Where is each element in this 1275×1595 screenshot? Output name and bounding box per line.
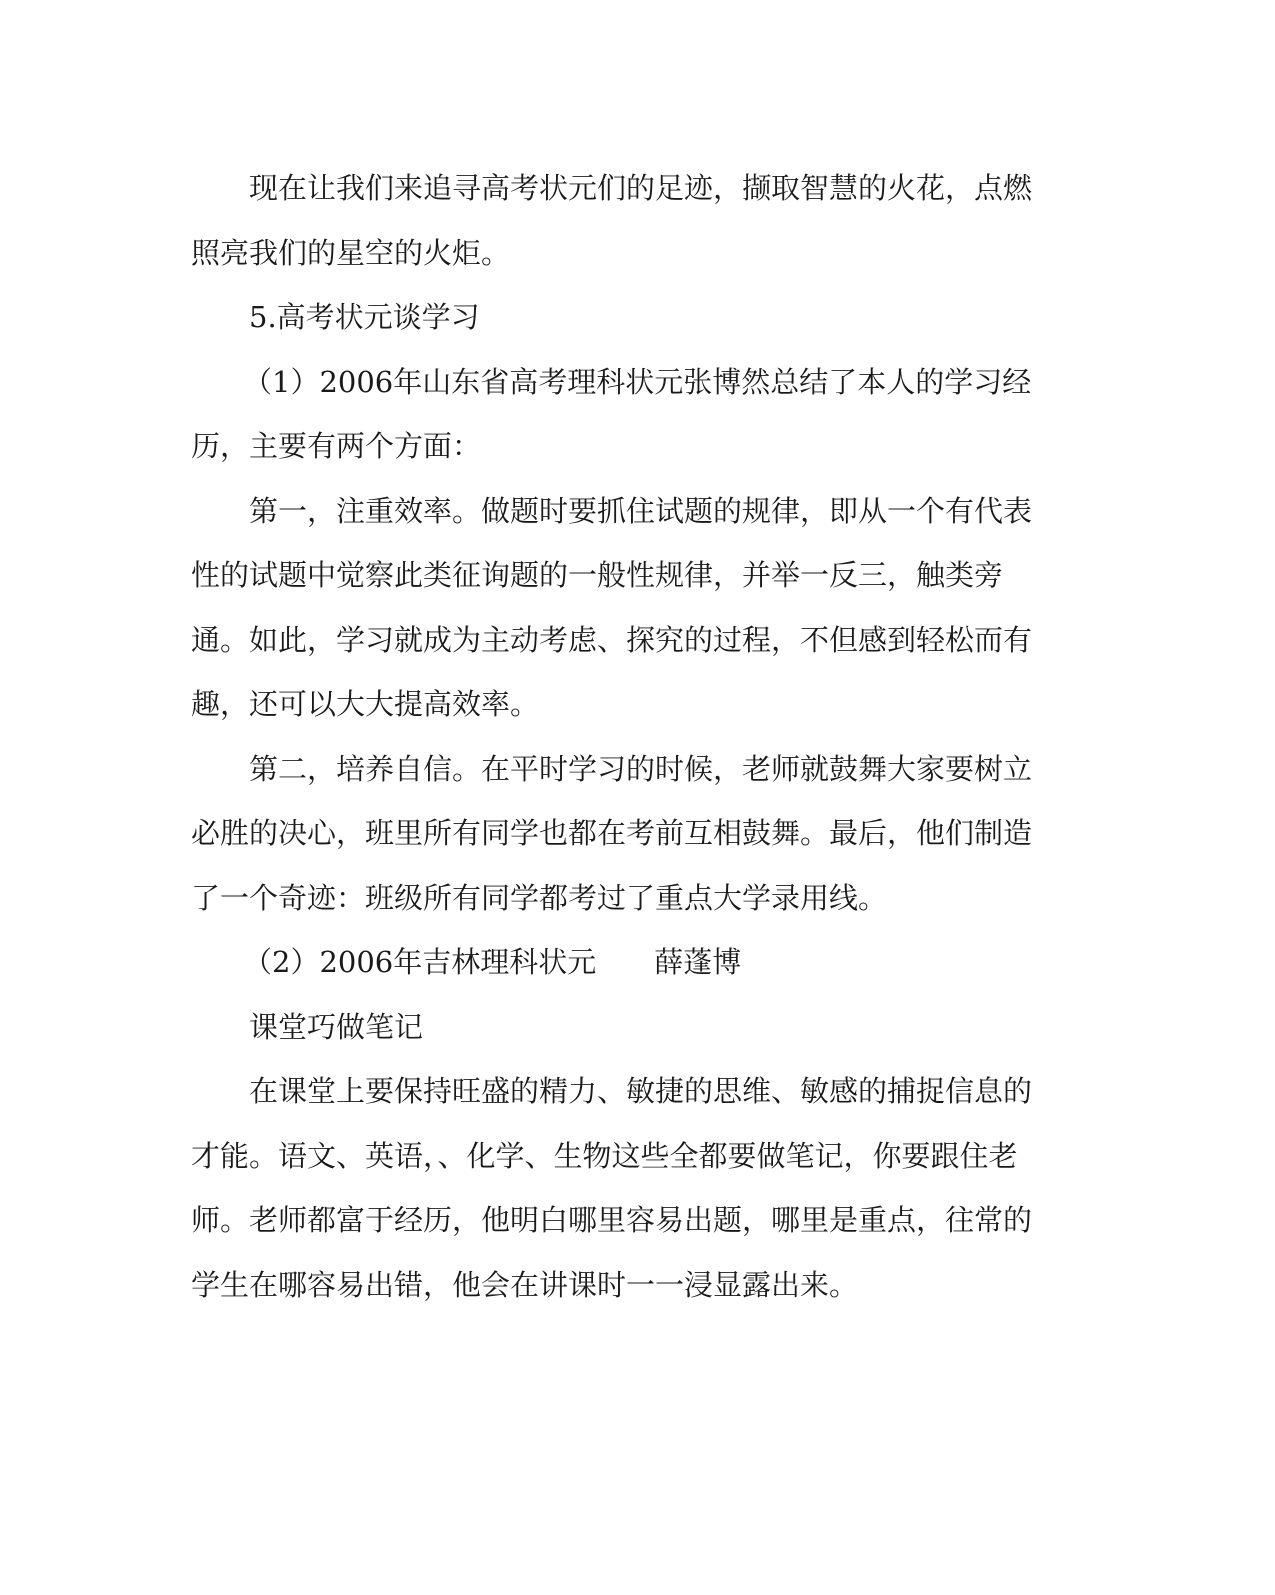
document-body (191, 156, 1051, 1317)
subsection-paragraph-1: （1）2006年山东省高考理科状元张博然总结了本人的学习经历，主要有两个方面： (191, 364, 1032, 463)
subsection-heading-2 (191, 930, 1051, 995)
subsection-title-2: （2）2006年吉林理科状元 (243, 945, 597, 979)
topic-heading: 课堂巧做笔记 (249, 1009, 424, 1044)
section-heading: 5.高考状元谈学习 (249, 300, 480, 334)
point-two-paragraph: 第二，培养自信。在平时学习的时候，老师就鼓舞大家要树立必胜的决心，班里所有同学也都在考前互相鼓舞。最后，他们制造了一个奇迹：班级所有同学都考过了重点大学录用线。 (191, 751, 1033, 915)
student-name: 薛蓬博 (654, 945, 742, 979)
notes-paragraph: 在课堂上要保持旺盛的精力、敏捷的思维、敏感的捕捉信息的才能。语文、英语，、化学、生物这些全都要做笔记，你要跟住老师。老师都富于经历，他明白哪里容易出题，哪里是重点，往常的学生在哪容易出错，他会在讲课时一一浸显露出来。 (191, 1074, 1033, 1302)
intro-paragraph: 现在让我们来追寻高考状元们的足迹，撷取智慧的火花，点燃照亮我们的星空的火炬。 (191, 171, 1033, 270)
point-one-paragraph: 第一，注重效率。做题时要抓住试题的规律，即从一个有代表性的试题中觉察此类征询题的一般性规律，并举一反三，触类旁通。如此，学习就成为主动考虑、探究的过程，不但感到轻松而有趣，还可以大大提高效率。 (191, 493, 1033, 721)
